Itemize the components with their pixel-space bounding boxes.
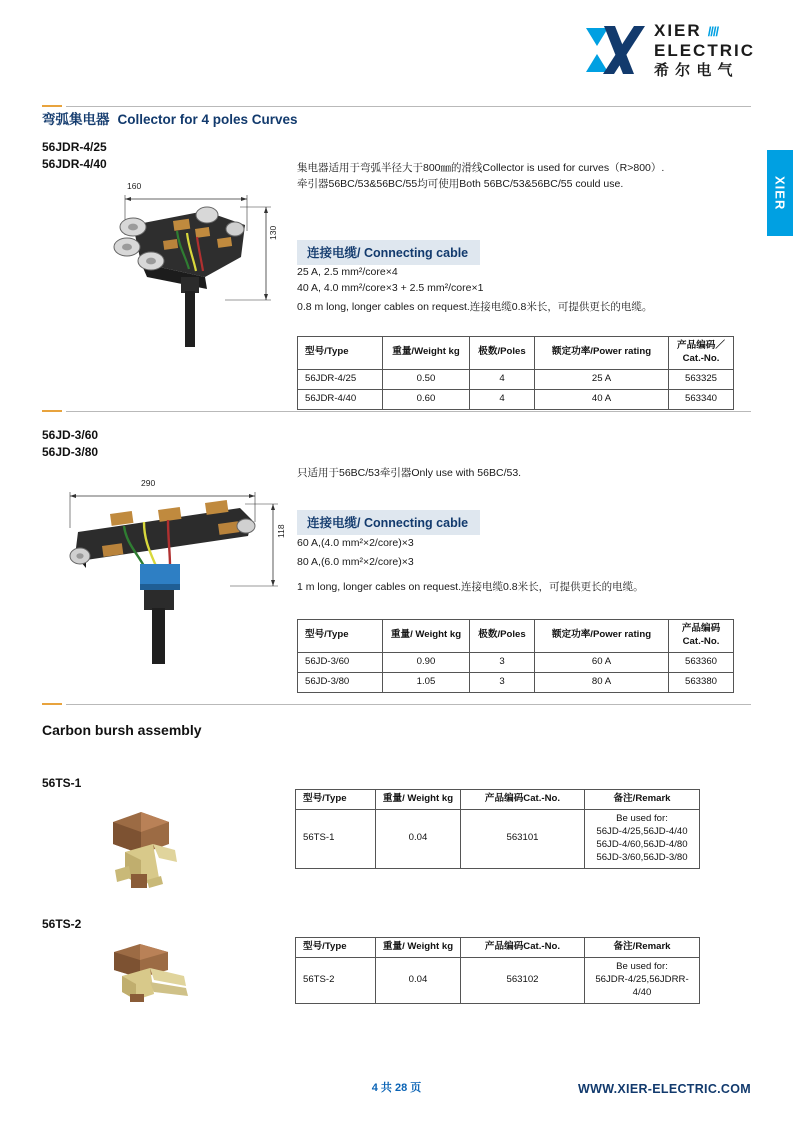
brand-name-line1: XIER [654, 21, 702, 40]
remark-line: 56JD-4/25,56JD-4/40 [596, 825, 688, 837]
section1-model-1: 56JDR-4/25 [42, 140, 107, 154]
section2-model-2: 56JD-3/80 [42, 445, 99, 459]
cell-catno: 563102 [461, 957, 585, 1003]
col-power: 额定功率/Power rating [535, 620, 669, 653]
section1-note-2: 牵引器56BC/53&56BC/55均可使用Both 56BC/53&56BC/55 could use. [297, 178, 624, 190]
cell-weight: 0.60 [383, 389, 470, 409]
figure-collector-4-poles [55, 181, 285, 360]
table-row [298, 369, 734, 389]
cell-weight: 0.04 [376, 809, 461, 868]
section3-heading: Carbon bursh assembly [42, 722, 202, 738]
cell-catno: 563101 [461, 809, 585, 868]
figure2-dim-height: 118 [276, 524, 286, 538]
logo-slashes-icon: //// [707, 24, 719, 39]
brand-name-cn: 希 尔 电 气 [654, 62, 734, 79]
section2-cable-line-2: 80 A,(6.0 mm²×2/core)×3 [297, 556, 414, 568]
section1-cable-line-2: 40 A, 4.0 mm²/core×3 + 2.5 mm²/core×1 [297, 282, 484, 294]
col-weight: 重量/ Weight kg [383, 620, 470, 653]
logo-wordmark [654, 22, 755, 78]
cell-type: 56TS-1 [296, 809, 376, 868]
table-header-row [296, 938, 700, 958]
cell-catno: 563340 [669, 389, 734, 409]
section1-title [42, 108, 298, 128]
cell-catno: 563380 [669, 672, 734, 692]
cell-weight: 0.50 [383, 369, 470, 389]
table-row [298, 389, 734, 409]
table-header-row [298, 620, 734, 653]
col-weight: 重量/Weight kg [383, 337, 470, 370]
cell-poles: 3 [470, 652, 535, 672]
figure-carbon-brush-2 [100, 938, 220, 1013]
col-type: 型号/Type [296, 938, 376, 958]
table-row [298, 672, 734, 692]
col-power: 额定功率/Power rating [535, 337, 669, 370]
side-tab [767, 150, 793, 236]
col-type: 型号/Type [298, 620, 383, 653]
col-weight: 重量/ Weight kg [376, 790, 461, 810]
figure-carbon-brush-1 [95, 800, 215, 905]
table-row [296, 957, 700, 1003]
side-tab-label: XIER [772, 175, 788, 211]
logo-mark-icon [584, 22, 646, 78]
cell-catno: 563325 [669, 369, 734, 389]
section1-title-cn: 弯弧集电器 [42, 112, 110, 127]
page-number: 4 共 28 页 [371, 1082, 422, 1094]
col-weight: 重量/ Weight kg [376, 938, 461, 958]
col-catno: 产品编码 Cat.-No. [669, 620, 734, 653]
divider-1 [66, 106, 751, 107]
cell-poles: 4 [470, 389, 535, 409]
section3-item2-table [295, 937, 700, 1004]
section2-note-1: 只适用于56BC/53牵引器Only use with 56BC/53. [297, 467, 522, 479]
figure1-dim-width: 160 [127, 181, 142, 191]
col-type: 型号/Type [298, 337, 383, 370]
accent-rule-3 [42, 703, 62, 705]
section1-cable-line-3: 0.8 m long, longer cables on request.连接电缆0.8米长，可提供更长的电缆。 [297, 301, 653, 313]
section3-item1-model: 56TS-1 [42, 776, 82, 790]
divider-3 [66, 704, 751, 705]
section1-cable-badge: 连接电缆/ Connecting cable [297, 240, 480, 265]
section3-item1-table [295, 789, 700, 869]
remark-line: Be used for: [616, 812, 668, 824]
cell-poles: 4 [470, 369, 535, 389]
section1-note-1: 集电器适用于弯弧半径大于800㎜的滑线Collector is used for curves（R>800）. [297, 162, 665, 174]
cell-weight: 0.90 [383, 652, 470, 672]
section1-title-en: Collector for 4 poles Curves [117, 112, 298, 127]
remark-line: Be used for: [616, 960, 668, 972]
remark-line: 56JD-4/60,56JD-4/80 [596, 838, 688, 850]
col-catno: 产品编码Cat.-No. [461, 938, 585, 958]
figure-collector-3-poles [40, 470, 290, 675]
col-poles: 极数/Poles [470, 620, 535, 653]
cell-type: 56TS-2 [296, 957, 376, 1003]
remark-line: 56JD-3/60,56JD-3/80 [596, 851, 688, 863]
col-remark: 备注/Remark [585, 938, 700, 958]
table-header-row [298, 337, 734, 370]
cell-power: 80 A [535, 672, 669, 692]
col-catno: 产品编码Cat.-No. [461, 790, 585, 810]
cell-power: 60 A [535, 652, 669, 672]
section1-spec-table [297, 336, 734, 410]
accent-rule-1 [42, 105, 62, 107]
divider-2 [66, 411, 751, 412]
cell-weight: 0.04 [376, 957, 461, 1003]
cell-remark [585, 957, 700, 1003]
section1-model-2: 56JDR-4/40 [42, 157, 107, 171]
table-row [296, 809, 700, 868]
col-type: 型号/Type [296, 790, 376, 810]
section2-cable-line-1: 60 A,(4.0 mm²×2/core)×3 [297, 537, 414, 549]
section3-item2-model: 56TS-2 [42, 917, 82, 931]
section2-cable-badge: 连接电缆/ Connecting cable [297, 510, 480, 535]
col-poles: 极数/Poles [470, 337, 535, 370]
accent-rule-2 [42, 410, 62, 412]
table-row [298, 652, 734, 672]
cell-weight: 1.05 [383, 672, 470, 692]
cell-power: 40 A [535, 389, 669, 409]
col-remark: 备注/Remark [585, 790, 700, 810]
section2-cable-line-3: 1 m long, longer cables on request.连接电缆0.8米长，可提供更长的电缆。 [297, 581, 644, 593]
cell-power: 25 A [535, 369, 669, 389]
brand-name-line2: ELECTRIC [654, 41, 755, 60]
footer-url: WWW.XIER-ELECTRIC.COM [578, 1082, 751, 1096]
figure1-dim-height: 130 [268, 225, 278, 240]
cell-remark [585, 809, 700, 868]
section2-model-1: 56JD-3/60 [42, 428, 99, 442]
cell-type: 56JD-3/80 [298, 672, 383, 692]
col-catno: 产品编码／Cat.-No. [669, 337, 734, 370]
cell-catno: 563360 [669, 652, 734, 672]
cell-poles: 3 [470, 672, 535, 692]
cell-type: 56JD-3/60 [298, 652, 383, 672]
section2-spec-table [297, 619, 734, 693]
remark-line: 56JDR-4/25,56JDRR-4/40 [595, 973, 689, 998]
table-header-row [296, 790, 700, 810]
brand-logo [584, 22, 755, 78]
cell-type: 56JDR-4/25 [298, 369, 383, 389]
section1-cable-line-1: 25 A, 2.5 mm²/core×4 [297, 266, 398, 278]
figure2-dim-width: 290 [141, 478, 156, 488]
cell-type: 56JDR-4/40 [298, 389, 383, 409]
